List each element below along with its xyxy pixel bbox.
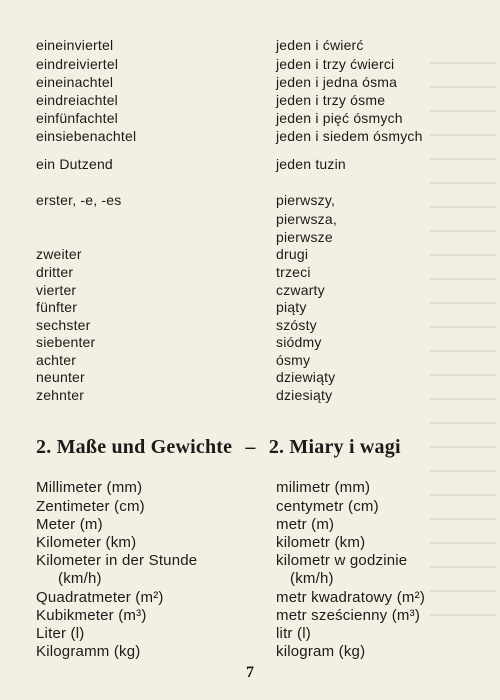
german-term: Kilometer (km) <box>36 534 137 551</box>
vocab-row <box>0 298 500 316</box>
polish-term: metr kwadratowy (m²) <box>276 589 426 606</box>
polish-term: drugi <box>276 246 309 262</box>
polish-term: pierwsze <box>276 229 333 245</box>
polish-term: kilometr w godzinie <box>276 552 408 569</box>
vocab-row <box>0 109 500 127</box>
polish-term: metr sześcienny (m³) <box>276 607 421 624</box>
vocab-row <box>0 245 500 263</box>
german-term: Kubikmeter (m³) <box>36 607 147 624</box>
polish-term: (km/h) <box>290 570 334 587</box>
polish-term: dziewiąty <box>276 369 336 385</box>
vocab-row <box>0 263 500 281</box>
section-heading <box>36 436 401 459</box>
german-term: neunter <box>36 369 85 385</box>
german-term: siebenter <box>36 334 96 350</box>
page-number: 7 <box>246 664 254 681</box>
polish-term: pierwsza, <box>276 211 337 227</box>
vocab-row <box>0 127 500 145</box>
german-term: eindreiachtel <box>36 92 118 108</box>
german-term: Kilometer in der Stunde <box>36 552 198 569</box>
vocab-row <box>0 191 500 209</box>
german-term: eineinviertel <box>36 37 114 53</box>
vocab-row <box>0 386 500 404</box>
vocab-row <box>0 589 500 607</box>
vocab-row <box>0 625 500 643</box>
heading-polish: 2. Miary i wagi <box>268 436 401 458</box>
polish-term: jeden i trzy ósme <box>276 92 386 108</box>
vocab-row <box>0 570 500 588</box>
polish-term: czwarty <box>276 282 325 298</box>
german-term: zweiter <box>36 246 82 262</box>
vocab-row <box>0 210 500 228</box>
vocab-row <box>0 552 500 570</box>
vocab-row <box>0 36 500 54</box>
polish-term: szósty <box>276 317 317 333</box>
polish-term: jeden i jedna ósma <box>276 74 398 90</box>
polish-term: ósmy <box>276 352 311 368</box>
german-term: vierter <box>36 282 77 298</box>
polish-term: kilometr (km) <box>276 534 366 551</box>
heading-dash: – <box>245 436 256 458</box>
vocab-row <box>0 73 500 91</box>
german-term: (km/h) <box>58 570 102 587</box>
polish-term: metr (m) <box>276 516 335 533</box>
vocab-row <box>0 155 500 173</box>
german-term: Liter (l) <box>36 625 85 642</box>
german-term: Meter (m) <box>36 516 103 533</box>
heading-german: 2. Maße und Gewichte <box>36 436 233 458</box>
vocab-row <box>0 351 500 369</box>
polish-term: jeden i ćwierć <box>276 37 364 53</box>
vocab-row <box>0 479 500 497</box>
german-term: Kilogramm (kg) <box>36 643 141 660</box>
polish-term: jeden tuzin <box>276 156 346 172</box>
polish-term: piąty <box>276 299 307 315</box>
vocab-row <box>0 498 500 516</box>
vocab-row <box>0 55 500 73</box>
vocab-row <box>0 91 500 109</box>
polish-term: jeden i pięć ósmych <box>276 110 403 126</box>
polish-term: trzeci <box>276 264 311 280</box>
vocab-row <box>0 643 500 661</box>
german-term: eindreiviertel <box>36 56 119 72</box>
german-term: achter <box>36 352 77 368</box>
vocab-row <box>0 607 500 625</box>
polish-term: jeden i trzy ćwierci <box>276 56 395 72</box>
german-term: ein Dutzend <box>36 156 113 172</box>
german-term: einfünfachtel <box>36 110 118 126</box>
vocab-row <box>0 228 500 246</box>
vocab-row <box>0 316 500 334</box>
vocab-row <box>0 368 500 386</box>
vocab-row <box>0 516 500 534</box>
vocab-row <box>0 333 500 351</box>
german-term: Millimeter (mm) <box>36 479 143 496</box>
german-term: dritter <box>36 264 74 280</box>
german-term: eineinachtel <box>36 74 114 90</box>
german-term: sechster <box>36 317 91 333</box>
vocab-row <box>0 534 500 552</box>
german-term: zehnter <box>36 387 85 403</box>
polish-term: jeden i siedem ósmych <box>276 128 423 144</box>
vocab-row <box>0 281 500 299</box>
polish-term: litr (l) <box>276 625 311 642</box>
german-term: erster, -e, -es <box>36 192 122 208</box>
polish-term: kilogram (kg) <box>276 643 366 660</box>
polish-term: dziesiąty <box>276 387 333 403</box>
german-term: Zentimeter (cm) <box>36 498 145 515</box>
german-term: einsiebenachtel <box>36 128 137 144</box>
polish-term: siódmy <box>276 334 322 350</box>
polish-term: centymetr (cm) <box>276 498 379 515</box>
german-term: Quadratmeter (m²) <box>36 589 164 606</box>
german-term: fünfter <box>36 299 78 315</box>
polish-term: milimetr (mm) <box>276 479 371 496</box>
polish-term: pierwszy, <box>276 192 336 208</box>
